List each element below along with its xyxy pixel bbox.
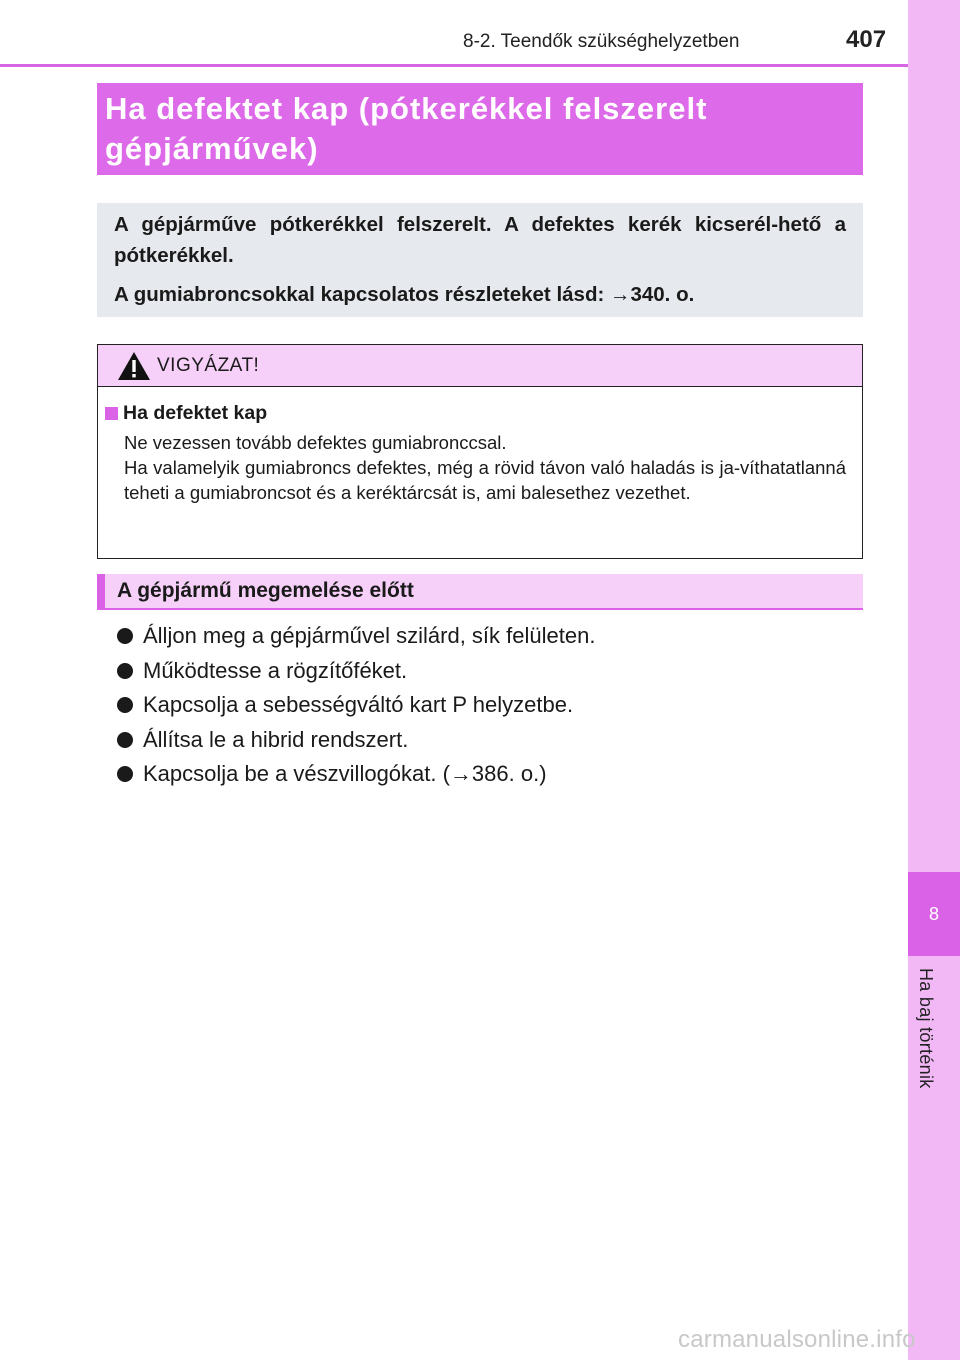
- chapter-number-tab: [908, 872, 960, 956]
- bullet-dot-icon: [117, 628, 133, 644]
- chapter-title: Ha baj történik: [916, 968, 936, 1089]
- header-section-title: 8-2. Teendők szükséghelyzetben: [463, 31, 740, 52]
- list-item: [117, 757, 595, 792]
- caution-subheading-text: Ha defektet kap: [123, 402, 268, 424]
- list-item-text: Álljon meg a gépjárművel szilárd, sík felületen.: [143, 623, 596, 649]
- side-tab-strip: [908, 0, 960, 1360]
- caution-box: [97, 344, 863, 559]
- caution-subheading: [105, 402, 846, 425]
- warning-triangle-icon: [117, 351, 151, 381]
- list-item: [117, 619, 595, 654]
- list-item: [117, 723, 595, 758]
- list-item-text: Kapcsolja be a vészvillogókat. (→386. o.): [143, 761, 547, 787]
- bullet-dot-icon: [117, 697, 133, 713]
- step-list: [117, 619, 595, 792]
- bullet-dot-icon: [117, 732, 133, 748]
- caution-paragraph-2: Ha valamelyik gumiabroncs defektes, még a rövid távon való haladás is ja-víthatatlanná teheti a gumiabroncsot és a keréktárcsát is, ami balesethez vezethet.: [124, 457, 846, 503]
- caution-body: [98, 387, 862, 505]
- bullet-dot-icon: [117, 766, 133, 782]
- caution-label: VIGYÁZAT!: [157, 354, 260, 376]
- list-item: [117, 654, 595, 689]
- intro-text-2: A gumiabroncsokkal kapcsolatos részleteket lásd: →340. o.: [114, 283, 695, 306]
- page-title: [97, 83, 863, 175]
- intro-text-1: A gépjárműve pótkerékkel felszerelt. A defektes kerék kicserél-hető a pótkerékkel.: [114, 213, 846, 267]
- list-item-text: Állítsa le a hibrid rendszert.: [143, 726, 409, 752]
- header-divider: [0, 64, 908, 67]
- caution-text: [124, 430, 846, 505]
- intro-box: [97, 203, 863, 317]
- caution-header: [98, 345, 862, 387]
- watermark: carmanualsonline.info: [678, 1326, 916, 1353]
- page-title-line1: Ha defektet kap (pótkerékkel felszerelt: [105, 91, 708, 126]
- page-number: 407: [846, 26, 887, 53]
- page-title-line2: gépjárművek): [105, 131, 319, 166]
- list-item-text: Kapcsolja a sebességváltó kart P helyzetbe.: [143, 692, 574, 718]
- bullet-dot-icon: [117, 663, 133, 679]
- section-heading: A gépjármű megemelése előtt: [97, 574, 863, 610]
- list-item-text: Működtesse a rögzítőféket.: [143, 657, 408, 683]
- caution-paragraph-1: Ne vezessen tovább defektes gumiabronccsal.: [124, 432, 507, 453]
- chapter-number: 8: [928, 903, 939, 924]
- list-item: [117, 688, 595, 723]
- square-bullet-icon: [105, 407, 118, 420]
